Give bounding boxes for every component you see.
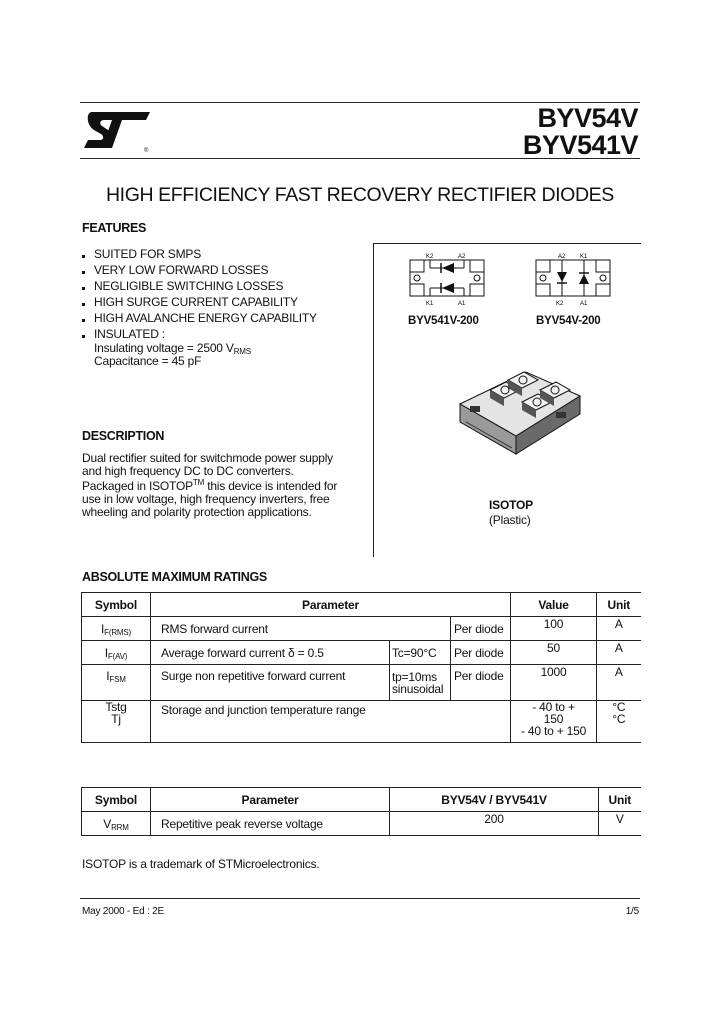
parameter-cell: Average forward current δ = 0.5 — [151, 641, 390, 665]
value-cell: - 40 to + 150 - 40 to + 150 — [511, 701, 597, 743]
table-row — [82, 617, 641, 641]
footer-rule — [80, 898, 640, 899]
insulation-voltage: Insulating voltage = 2500 VRMS — [94, 341, 251, 356]
description-line: use in low voltage, high frequency inverters, free — [82, 492, 330, 507]
st-logo — [82, 108, 156, 154]
description-line: and high frequency DC to DC converters. — [82, 463, 294, 478]
features-heading: FEATURES — [82, 221, 147, 235]
symbol-cell: VRRM — [82, 812, 151, 836]
symbol-cell: Tstg Tj — [82, 701, 151, 743]
isotop-package-image — [456, 362, 584, 462]
symbol-cell: IF(RMS) — [82, 617, 151, 641]
condition-cell: tp=10ms sinusoidal — [390, 665, 451, 701]
col-header-parameter: Parameter — [151, 593, 511, 617]
variant-label-byv54v: BYV54V-200 — [536, 315, 601, 327]
features-list — [82, 246, 362, 368]
col-header-value: BYV54V / BYV541V — [390, 788, 599, 812]
pin-label: A1 — [580, 301, 588, 307]
description-line: Dual rectifier suited for switchmode power supply — [82, 451, 333, 465]
col-header-symbol: Symbol — [82, 788, 151, 812]
table-row — [82, 665, 641, 701]
per-diode-cell: Per diode — [451, 665, 511, 701]
part-number-primary: BYV54V — [537, 103, 638, 133]
table-header-row — [82, 788, 641, 812]
pin-label: A2 — [458, 254, 466, 260]
unit-cell: A — [597, 617, 641, 641]
description-heading: DESCRIPTION — [82, 429, 165, 443]
pin-label: K1 — [426, 301, 434, 307]
table-row — [82, 641, 641, 665]
value-cell: 200 — [390, 812, 599, 836]
page-number: 1/5 — [625, 906, 639, 917]
unit-cell: A — [597, 641, 641, 665]
value-cell: 50 — [511, 641, 597, 665]
feature-item: SUITED FOR SMPS — [82, 246, 362, 262]
col-header-unit: Unit — [599, 788, 641, 812]
feature-item: INSULATED : — [82, 326, 362, 342]
voltage-table — [81, 787, 641, 836]
unit-cell: A — [597, 665, 641, 701]
package-type: (Plastic) — [489, 513, 531, 527]
col-header-symbol: Symbol — [82, 593, 151, 617]
variant-label-byv541v: BYV541V-200 — [408, 315, 479, 327]
parameter-cell: Surge non repetitive forward current — [151, 665, 390, 701]
schematic-byv541v — [408, 250, 486, 308]
per-diode-cell: Per diode — [451, 641, 511, 665]
page-title: HIGH EFFICIENCY FAST RECOVERY RECTIFIER DIODES — [106, 184, 614, 206]
feature-item: VERY LOW FORWARD LOSSES — [82, 262, 362, 278]
condition-cell: Tc=90°C — [390, 641, 451, 665]
parameter-cell: Storage and junction temperature range — [151, 701, 511, 743]
schematic-byv54v — [534, 250, 612, 308]
capacitance: Capacitance = 45 pF — [94, 354, 202, 368]
col-header-value: Value — [511, 593, 597, 617]
unit-cell: V — [599, 812, 641, 836]
table-header-row — [82, 593, 641, 617]
symbol-cell: IF(AV) — [82, 641, 151, 665]
parameter-cell: RMS forward current — [151, 617, 451, 641]
footer-date: May 2000 - Ed : 2E — [82, 906, 165, 917]
col-header-parameter: Parameter — [151, 788, 390, 812]
svg-text:®: ® — [144, 148, 149, 154]
pin-label: A1 — [458, 301, 466, 307]
pin-label: K2 — [426, 254, 434, 260]
ratings-heading: ABSOLUTE MAXIMUM RATINGS — [82, 570, 267, 584]
symbol-cell: IFSM — [82, 665, 151, 701]
part-number-secondary: BYV541V — [522, 130, 638, 160]
description-line: Packaged in ISOTOP™ this device is intended for — [82, 478, 338, 494]
value-cell: 100 — [511, 617, 597, 641]
description-text — [82, 452, 367, 519]
value-cell: 1000 — [511, 665, 597, 701]
ratings-table — [81, 592, 641, 743]
pin-label: K2 — [556, 301, 564, 307]
table-row — [82, 812, 641, 836]
package-name: ISOTOP — [489, 498, 533, 512]
feature-item: HIGH AVALANCHE ENERGY CAPABILITY — [82, 310, 362, 326]
table-row — [82, 701, 641, 743]
trademark-note: ISOTOP is a trademark of STMicroelectronics. — [82, 857, 320, 871]
col-header-unit: Unit — [597, 593, 641, 617]
feature-item: HIGH SURGE CURRENT CAPABILITY — [82, 294, 362, 310]
unit-cell: °C °C — [597, 701, 641, 743]
per-diode-cell: Per diode — [451, 617, 511, 641]
pin-label: A2 — [558, 254, 566, 260]
description-line: wheeling and polarity protection applications. — [82, 504, 312, 519]
pin-label: K1 — [580, 254, 588, 260]
parameter-cell: Repetitive peak reverse voltage — [151, 812, 390, 836]
feature-item: NEGLIGIBLE SWITCHING LOSSES — [82, 278, 362, 294]
